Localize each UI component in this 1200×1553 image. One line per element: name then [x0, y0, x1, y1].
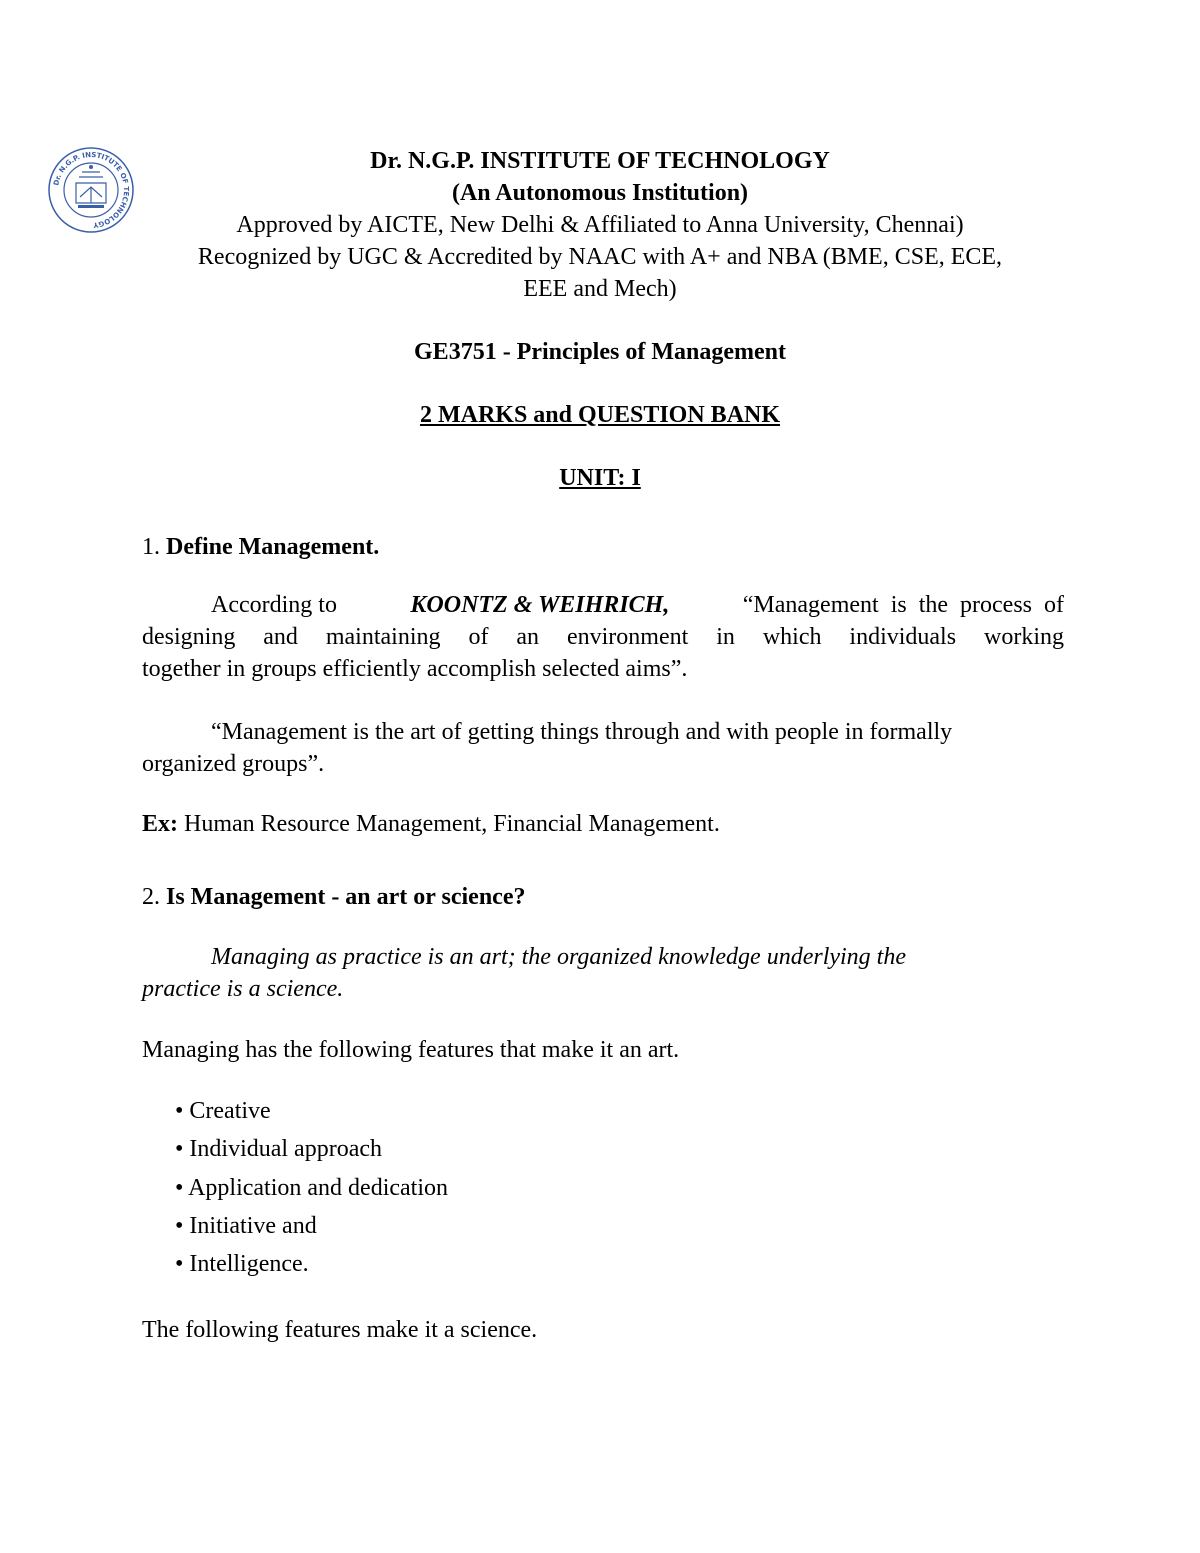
example-line [142, 811, 720, 838]
example-label: Ex: [142, 811, 178, 837]
art-feature-item: • Individual approach [175, 1136, 382, 1162]
recognition-line-1: Recognized by UGC & Accredited by NAAC with A+ and NBA (BME, CSE, ECE, [197, 244, 1003, 270]
art-feature-item: • Intelligence. [175, 1251, 309, 1277]
quote-line-2: organized groups”. [142, 751, 325, 777]
art-feature-item: • Initiative and [175, 1213, 317, 1239]
italic-line-1: Managing as practice is an art; the organized knowledge underlying the [211, 944, 907, 970]
italic-line-2: practice is a science. [142, 976, 344, 1002]
definition-authors: KOONTZ & WEIHRICH, [410, 592, 670, 618]
question-1 [142, 534, 379, 561]
example-text: Human Resource Management, Financial Management. [184, 811, 720, 837]
definition-line-1 [211, 592, 1064, 619]
approval-line: Approved by AICTE, New Delhi & Affiliated to Anna University, Chennai) [236, 212, 964, 238]
question-text: Is Management - an art or science? [166, 884, 526, 910]
logo-text: Dr. N.G.P. INSTITUTE OF TECHNOLOGY [52, 150, 131, 229]
definition-line-3: together in groups efficiently accomplish selected aims”. [142, 656, 688, 682]
question-2 [142, 884, 525, 911]
art-intro: Managing has the following features that make it an art. [142, 1037, 680, 1063]
question-number: 1. [142, 534, 160, 560]
definition-rest: “Management is the process of [742, 592, 1064, 618]
art-feature-item: • Creative [175, 1098, 271, 1124]
unit-heading: UNIT: I [559, 465, 641, 491]
institute-name: Dr. N.G.P. INSTITUTE OF TECHNOLOGY [370, 148, 830, 174]
course-title: GE3751 - Principles of Management [414, 339, 786, 365]
definition-line-2: designing and maintaining of an environment in which individuals working [142, 624, 1064, 650]
art-feature-item: • Application and dedication [175, 1175, 448, 1201]
quote-line-1: “Management is the art of getting things through and with people in formally [211, 719, 953, 745]
question-text: Define Management. [166, 534, 380, 560]
recognition-line-2: EEE and Mech) [523, 276, 677, 302]
course-subtitle: 2 MARKS and QUESTION BANK [419, 402, 781, 428]
question-number: 2. [142, 884, 160, 910]
science-intro: The following features make it a science. [142, 1317, 538, 1343]
definition-lead: According to [211, 592, 337, 618]
autonomous-label: (An Autonomous Institution) [451, 180, 749, 206]
